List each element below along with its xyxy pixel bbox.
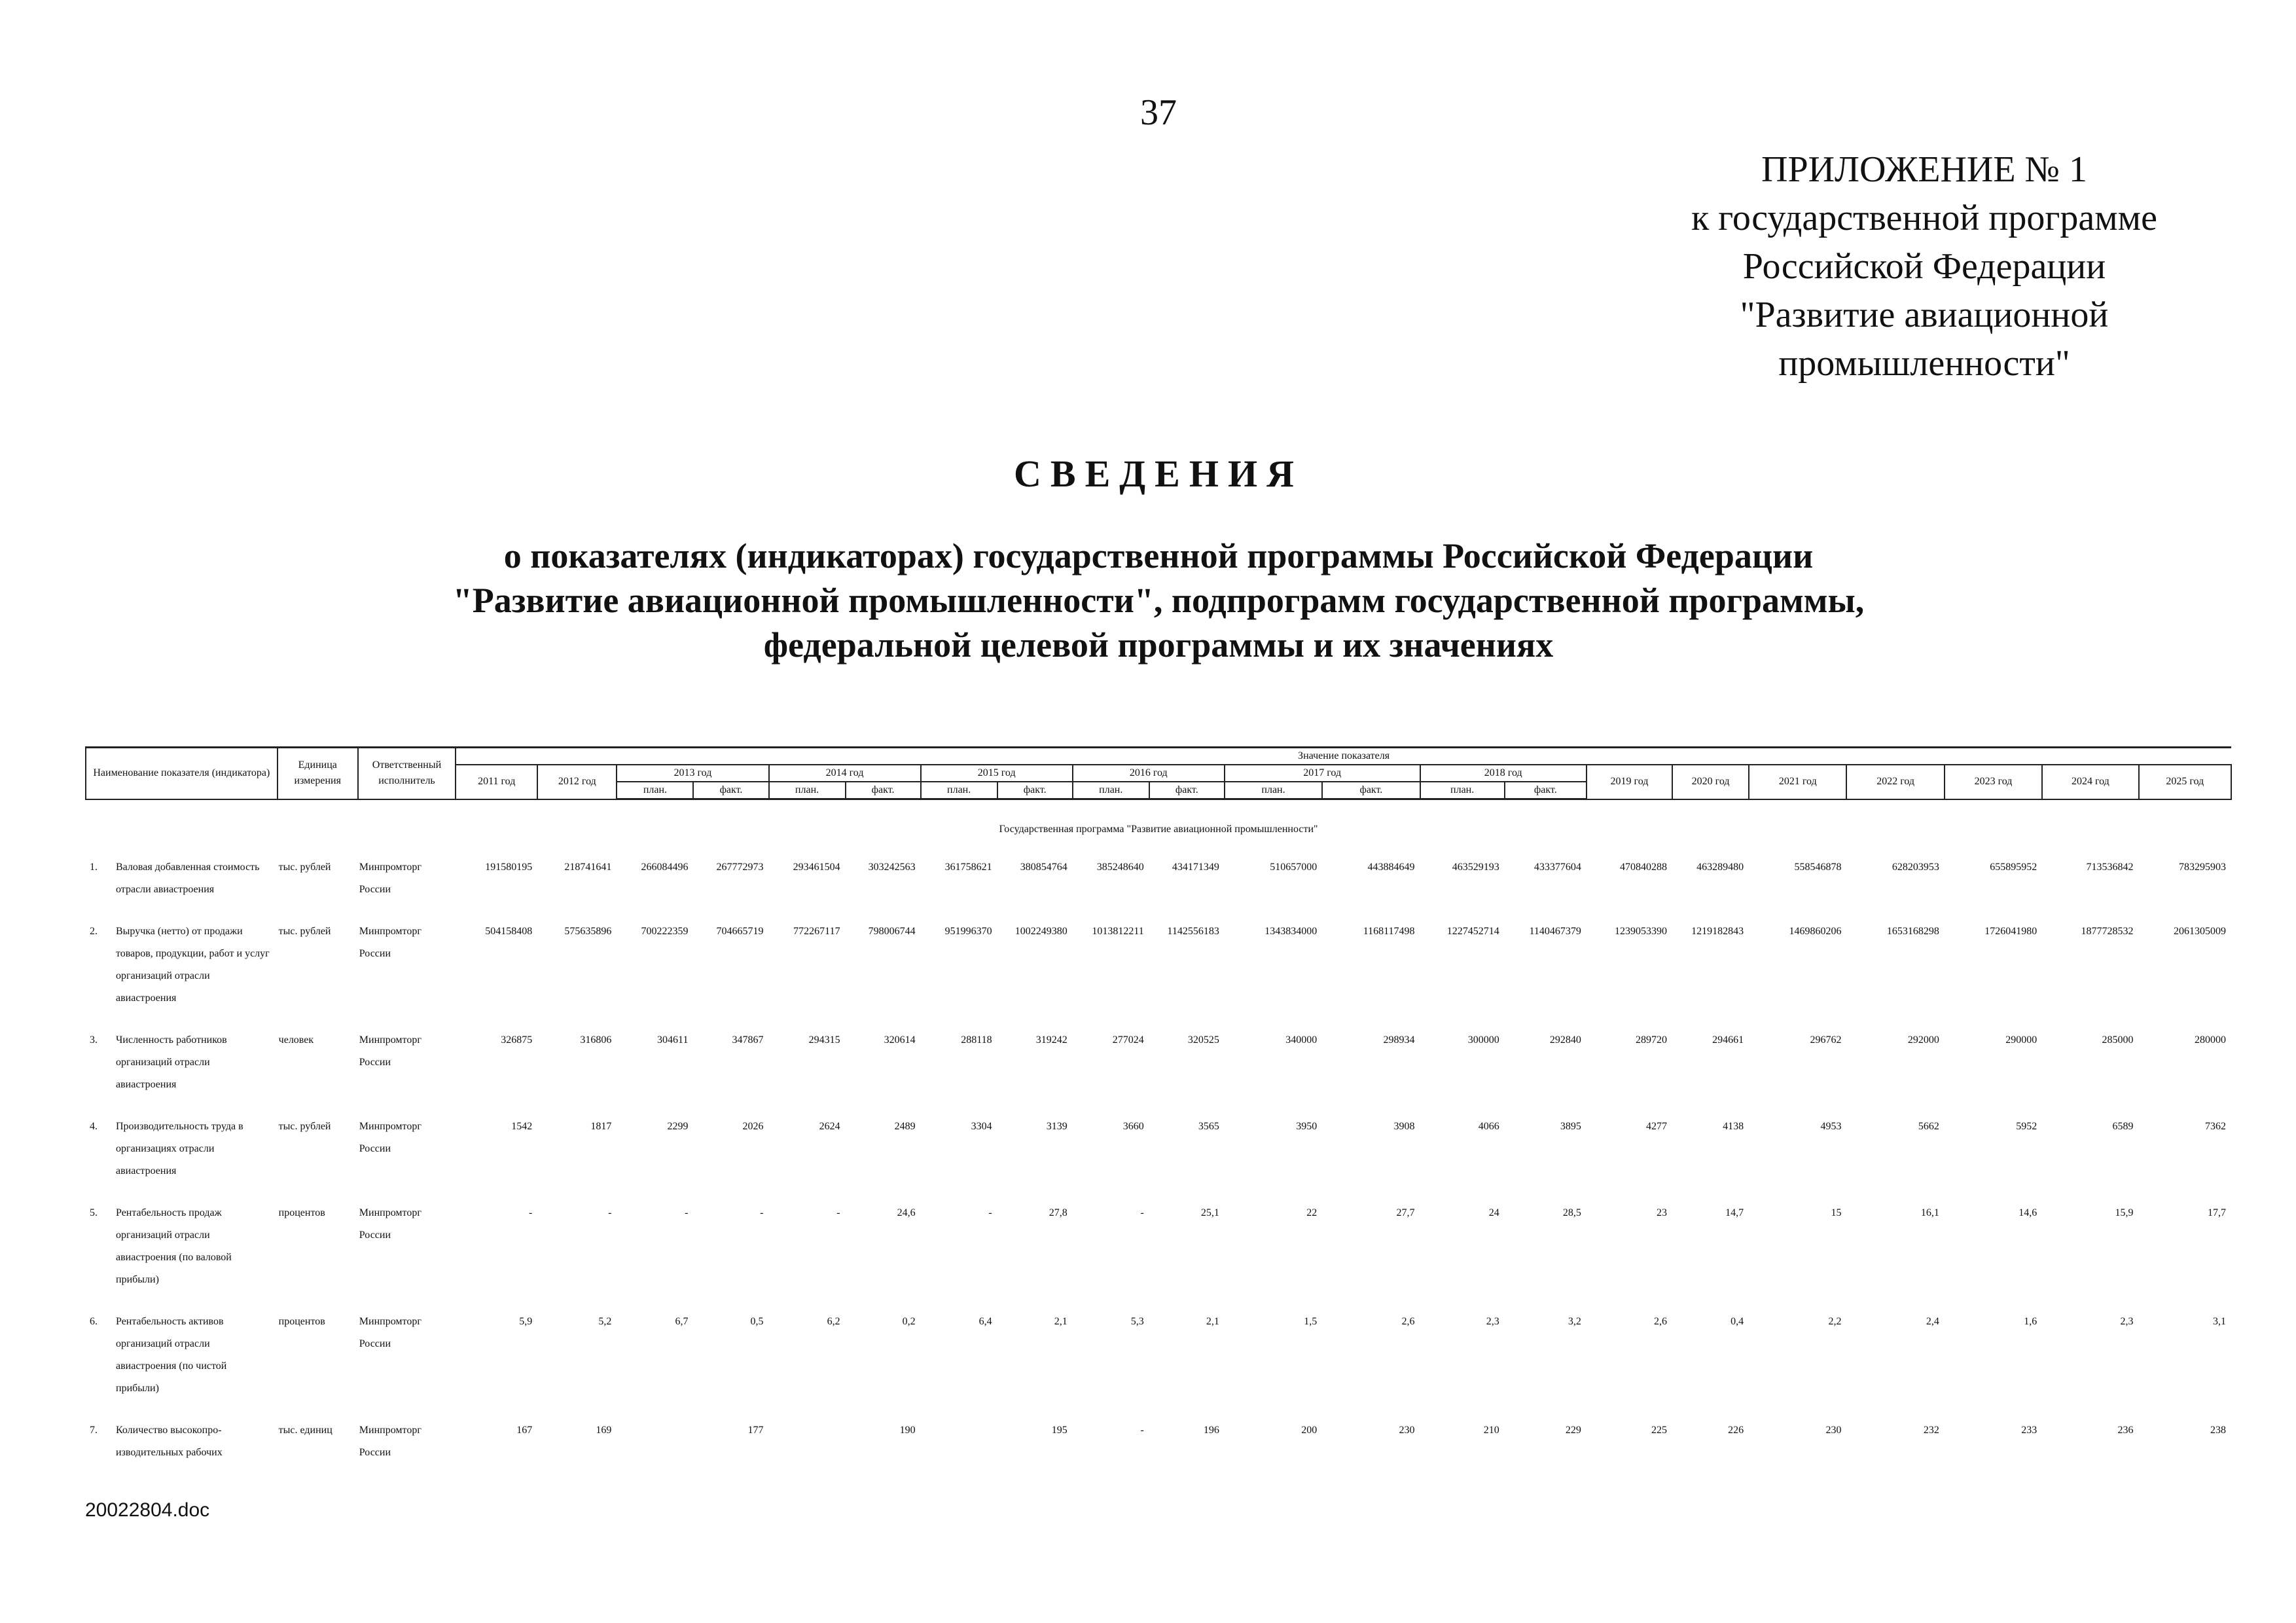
- value-cell: 1343834000: [1265, 926, 1318, 937]
- section-row: [86, 799, 2231, 849]
- value-cell: 4953: [1820, 1121, 1842, 1132]
- value-cell: 277024: [1112, 1034, 1144, 1046]
- indicator-name-cell: [86, 1021, 278, 1108]
- header-unit: Единица измерения: [278, 748, 358, 799]
- value-cell: 320525: [1187, 1034, 1219, 1046]
- value-cell: 5662: [1918, 1121, 1939, 1132]
- header-year: 2011 год: [456, 765, 537, 799]
- header-plan: план.: [1420, 782, 1505, 799]
- indicator-number: 5.: [90, 1207, 98, 1218]
- indicator-responsible: Минпромторг России: [359, 1316, 422, 1349]
- value-cell: 294315: [808, 1034, 840, 1046]
- value-cell: -: [528, 1207, 533, 1218]
- header-plan: план.: [921, 782, 997, 799]
- value-cell: [769, 1412, 846, 1476]
- table-row: [86, 1108, 2231, 1194]
- indicator-unit: тыс. рублей: [278, 1121, 331, 1132]
- value-cell: 5,9: [519, 1316, 533, 1327]
- value-cell: 319242: [1035, 1034, 1067, 1046]
- page-number: 37: [1140, 92, 1177, 133]
- indicators-table-wrapper: [85, 746, 2232, 1476]
- value-cell: 169: [596, 1425, 612, 1436]
- value-cell: 23: [1657, 1207, 1668, 1218]
- value-cell: 504158408: [485, 926, 533, 937]
- document-title: [262, 452, 2055, 667]
- value-cell: 225: [1651, 1425, 1668, 1436]
- value-cell: 655895952: [1990, 862, 2037, 873]
- table-row: [86, 1412, 2231, 1476]
- value-cell: 340000: [1285, 1034, 1318, 1046]
- header-name: Наименование показателя (индикатора): [86, 748, 278, 799]
- value-cell: 290000: [2005, 1034, 2037, 1046]
- indicator-responsible: Минпромторг России: [359, 926, 422, 959]
- value-cell: 27,7: [1396, 1207, 1415, 1218]
- value-cell: 298934: [1383, 1034, 1415, 1046]
- value-cell: 3660: [1122, 1121, 1144, 1132]
- header-year: 2013 год: [617, 765, 768, 782]
- value-cell: 191580195: [485, 862, 533, 873]
- indicator-number: 2.: [90, 926, 98, 937]
- value-cell: 230: [1825, 1425, 1842, 1436]
- header-plan: план.: [1225, 782, 1322, 799]
- value-cell: 772267117: [793, 926, 840, 937]
- indicator-number: 1.: [90, 862, 98, 873]
- value-cell: 1469860206: [1789, 926, 1842, 937]
- value-cell: 470840288: [1620, 862, 1668, 873]
- value-cell: 27,8: [1049, 1207, 1067, 1218]
- value-cell: 2,1: [1054, 1316, 1067, 1327]
- table-row: [86, 913, 2231, 1021]
- header-year: 2015 год: [921, 765, 1073, 782]
- value-cell: 1877728532: [2081, 926, 2134, 937]
- value-cell: 2,3: [1486, 1316, 1499, 1327]
- value-cell: 1140467379: [1529, 926, 1581, 937]
- value-cell: 951996370: [944, 926, 992, 937]
- value-cell: 288118: [961, 1034, 992, 1046]
- indicator-name-cell: [86, 1412, 278, 1476]
- document-filename: 20022804.doc: [85, 1499, 210, 1521]
- header-year: 2020 год: [1672, 765, 1749, 799]
- value-cell: 2,1: [1206, 1316, 1219, 1327]
- appendix-line-4: "Развитие авиационной: [1740, 295, 2109, 335]
- value-cell: 433377604: [1534, 862, 1581, 873]
- value-cell: -: [760, 1207, 764, 1218]
- value-cell: 2624: [819, 1121, 840, 1132]
- value-cell: 4138: [1723, 1121, 1744, 1132]
- value-cell: 510657000: [1270, 862, 1318, 873]
- indicator-name-cell: [86, 848, 278, 913]
- header-fact: факт.: [997, 782, 1073, 799]
- value-cell: 177: [747, 1425, 764, 1436]
- indicator-unit: процентов: [278, 1316, 325, 1327]
- value-cell: 230: [1399, 1425, 1415, 1436]
- value-cell: 232: [1923, 1425, 1939, 1436]
- value-cell: 463529193: [1452, 862, 1499, 873]
- indicator-number: 6.: [90, 1316, 98, 1327]
- value-cell: 233: [2021, 1425, 2037, 1436]
- indicator-name-cell: [86, 1108, 278, 1194]
- indicator-unit: человек: [278, 1034, 314, 1046]
- value-cell: 3908: [1393, 1121, 1415, 1132]
- value-cell: 190: [899, 1425, 916, 1436]
- title-sub-2: "Развитие авиационной промышленности", подпрограмм государственной программы,: [452, 581, 1865, 620]
- value-cell: 2061305009: [2174, 926, 2226, 937]
- value-cell: 1,5: [1304, 1316, 1318, 1327]
- indicator-number: 4.: [90, 1121, 98, 1132]
- value-cell: 1653168298: [1886, 926, 1939, 937]
- indicator-responsible: Минпромторг России: [359, 862, 422, 895]
- value-cell: 296762: [1810, 1034, 1842, 1046]
- table-header: [86, 748, 2231, 799]
- value-cell: 6,7: [675, 1316, 689, 1327]
- indicator-name-cell: [86, 1194, 278, 1303]
- value-cell: 2,2: [1828, 1316, 1842, 1327]
- value-cell: 226: [1728, 1425, 1744, 1436]
- appendix-line-1: ПРИЛОЖЕНИЕ № 1: [1761, 149, 2087, 190]
- header-year: 2016 год: [1073, 765, 1225, 782]
- value-cell: 229: [1565, 1425, 1581, 1436]
- value-cell: 3895: [1560, 1121, 1581, 1132]
- header-year: 2023 год: [1945, 765, 2042, 799]
- title-main: СВЕДЕНИЯ: [1014, 452, 1303, 495]
- value-cell: 2,6: [1654, 1316, 1668, 1327]
- value-cell: 6589: [2112, 1121, 2134, 1132]
- header-year: 2021 год: [1749, 765, 1846, 799]
- value-cell: 6,2: [827, 1316, 840, 1327]
- value-cell: 14,7: [1725, 1207, 1744, 1218]
- value-cell: 380854764: [1020, 862, 1067, 873]
- value-cell: 2,3: [2120, 1316, 2134, 1327]
- header-year: 2019 год: [1587, 765, 1672, 799]
- header-values: Значение показателя: [456, 748, 2231, 765]
- value-cell: 2489: [894, 1121, 916, 1132]
- value-cell: 798006744: [868, 926, 916, 937]
- header-fact: факт.: [846, 782, 921, 799]
- value-cell: 1002249380: [1014, 926, 1067, 937]
- indicator-number: 7.: [90, 1425, 98, 1436]
- value-cell: 316806: [580, 1034, 612, 1046]
- value-cell: -: [685, 1207, 689, 1218]
- value-cell: 1,6: [2024, 1316, 2037, 1327]
- value-cell: 22: [1306, 1207, 1318, 1218]
- value-cell: 3,2: [1568, 1316, 1581, 1327]
- table-row: [86, 1194, 2231, 1303]
- value-cell: 15: [1831, 1207, 1842, 1218]
- value-cell: 320614: [884, 1034, 916, 1046]
- value-cell: 2026: [742, 1121, 764, 1132]
- indicator-number: 3.: [90, 1034, 98, 1046]
- section-title: Государственная программа "Развитие авиационной промышленности": [999, 824, 1318, 835]
- indicator-name: Выручка (нетто) от продажи товаров, продукции, работ и услуг организаций отрасли авиастроения: [116, 926, 270, 1004]
- header-plan: план.: [769, 782, 846, 799]
- value-cell: 4066: [1478, 1121, 1499, 1132]
- value-cell: 0,2: [902, 1316, 916, 1327]
- value-cell: 14,6: [2018, 1207, 2037, 1218]
- value-cell: 443884649: [1367, 862, 1415, 873]
- value-cell: 294661: [1712, 1034, 1744, 1046]
- header-year: 2025 год: [2139, 765, 2231, 799]
- value-cell: 5952: [2016, 1121, 2037, 1132]
- value-cell: 210: [1483, 1425, 1499, 1436]
- value-cell: -: [1140, 1425, 1144, 1436]
- header-fact: факт.: [1149, 782, 1225, 799]
- header-plan: план.: [617, 782, 693, 799]
- appendix-line-3: Российской Федерации: [1742, 246, 2106, 287]
- value-cell: 558546878: [1794, 862, 1842, 873]
- value-cell: 292000: [1907, 1034, 1939, 1046]
- value-cell: 575635896: [564, 926, 612, 937]
- value-cell: 2,6: [1401, 1316, 1415, 1327]
- value-cell: 6,4: [978, 1316, 992, 1327]
- value-cell: 3139: [1046, 1121, 1067, 1132]
- header-plan: план.: [1073, 782, 1149, 799]
- indicators-table: [85, 746, 2232, 1476]
- value-cell: 236: [2117, 1425, 2134, 1436]
- value-cell: 1219182843: [1691, 926, 1744, 937]
- value-cell: 4277: [1646, 1121, 1668, 1132]
- value-cell: 293461504: [793, 862, 840, 873]
- value-cell: 326875: [501, 1034, 533, 1046]
- value-cell: 167: [516, 1425, 533, 1436]
- header-year: 2014 год: [769, 765, 921, 782]
- value-cell: 196: [1203, 1425, 1219, 1436]
- value-cell: 200: [1301, 1425, 1318, 1436]
- indicator-responsible: Минпромторг России: [359, 1425, 422, 1458]
- value-cell: 434171349: [1172, 862, 1219, 873]
- value-cell: 713536842: [2086, 862, 2134, 873]
- value-cell: -: [836, 1207, 840, 1218]
- value-cell: 3,1: [2213, 1316, 2226, 1327]
- header-year: 2022 год: [1846, 765, 1944, 799]
- value-cell: 24,6: [897, 1207, 916, 1218]
- value-cell: 267772973: [716, 862, 764, 873]
- appendix-block: [1623, 145, 2225, 388]
- table-body: [86, 799, 2231, 1476]
- value-cell: 15,9: [2115, 1207, 2134, 1218]
- value-cell: 5,3: [1130, 1316, 1144, 1327]
- value-cell: 1168117498: [1363, 926, 1415, 937]
- header-fact: факт.: [1322, 782, 1420, 799]
- value-cell: 28,5: [1562, 1207, 1581, 1218]
- value-cell: 238: [2210, 1425, 2226, 1436]
- indicator-responsible: Минпромторг России: [359, 1207, 422, 1241]
- table-row: [86, 1303, 2231, 1412]
- indicator-name: Валовая добавленная стоимость отрасли авиастроения: [116, 862, 260, 895]
- value-cell: 463289480: [1696, 862, 1744, 873]
- indicator-unit: тыс. рублей: [278, 926, 331, 937]
- indicator-name: Численность работников организаций отрасли авиастроения: [116, 1034, 227, 1090]
- header-year: 2018 год: [1420, 765, 1587, 782]
- value-cell: [617, 1412, 693, 1476]
- value-cell: 1013812211: [1092, 926, 1144, 937]
- value-cell: -: [988, 1207, 992, 1218]
- value-cell: 1239053390: [1615, 926, 1668, 937]
- value-cell: 628203953: [1892, 862, 1939, 873]
- value-cell: 280000: [2195, 1034, 2226, 1046]
- header-fact: факт.: [693, 782, 768, 799]
- header-responsible: Ответственный исполнитель: [358, 748, 456, 799]
- value-cell: 783295903: [2179, 862, 2226, 873]
- value-cell: -: [1140, 1207, 1144, 1218]
- indicator-unit: тыс. рублей: [278, 862, 331, 873]
- value-cell: 2299: [667, 1121, 689, 1132]
- appendix-line-2: к государственной программе: [1691, 198, 2157, 238]
- value-cell: 0,5: [750, 1316, 764, 1327]
- indicator-name: Рентабельность продаж организаций отрасли авиастроения (по валовой прибыли): [116, 1207, 232, 1285]
- value-cell: 300000: [1467, 1034, 1499, 1046]
- value-cell: 1227452714: [1446, 926, 1499, 937]
- header-year: 2024 год: [2042, 765, 2138, 799]
- value-cell: 1142556183: [1167, 926, 1219, 937]
- value-cell: 218741641: [564, 862, 612, 873]
- header-fact: факт.: [1505, 782, 1587, 799]
- value-cell: 347867: [732, 1034, 764, 1046]
- table-row: [86, 1021, 2231, 1108]
- value-cell: 3565: [1198, 1121, 1219, 1132]
- header-year: 2017 год: [1225, 765, 1420, 782]
- indicator-name-cell: [86, 913, 278, 1021]
- indicator-unit: процентов: [278, 1207, 325, 1218]
- value-cell: 289720: [1636, 1034, 1668, 1046]
- indicator-name: Количество высокопро-изводительных рабочих: [116, 1425, 223, 1458]
- value-cell: 3950: [1296, 1121, 1318, 1132]
- value-cell: 285000: [2102, 1034, 2134, 1046]
- value-cell: 385248640: [1096, 862, 1144, 873]
- value-cell: 1726041980: [1984, 926, 2037, 937]
- table-row: [86, 848, 2231, 913]
- appendix-line-5: промышленности": [1778, 343, 2070, 384]
- value-cell: 2,4: [1926, 1316, 1939, 1327]
- value-cell: 17,7: [2208, 1207, 2226, 1218]
- value-cell: 7362: [2205, 1121, 2226, 1132]
- value-cell: 5,2: [598, 1316, 612, 1327]
- indicator-name: Рентабельность активов организаций отрасли авиастроения (по чистой прибыли): [116, 1316, 227, 1394]
- value-cell: 195: [1051, 1425, 1067, 1436]
- indicator-unit: тыс. единиц: [278, 1425, 332, 1436]
- value-cell: 1542: [511, 1121, 533, 1132]
- value-cell: 700222359: [641, 926, 689, 937]
- value-cell: 266084496: [641, 862, 689, 873]
- value-cell: 25,1: [1200, 1207, 1219, 1218]
- title-sub-3: федеральной целевой программы и их значениях: [763, 625, 1554, 665]
- indicator-name: Производительность труда в организациях отрасли авиастроения: [116, 1121, 243, 1176]
- indicator-responsible: Минпромторг России: [359, 1121, 422, 1154]
- title-sub-1: о показателях (индикаторах) государственной программы Российской Федерации: [503, 536, 1814, 575]
- value-cell: 24: [1488, 1207, 1499, 1218]
- value-cell: [921, 1412, 997, 1476]
- value-cell: 0,4: [1731, 1316, 1744, 1327]
- value-cell: 3304: [971, 1121, 992, 1132]
- value-cell: 303242563: [868, 862, 916, 873]
- value-cell: 361758621: [944, 862, 992, 873]
- value-cell: -: [608, 1207, 612, 1218]
- value-cell: 1817: [590, 1121, 612, 1132]
- value-cell: 16,1: [1920, 1207, 1939, 1218]
- header-year: 2012 год: [537, 765, 617, 799]
- value-cell: 304611: [657, 1034, 689, 1046]
- indicator-name-cell: [86, 1303, 278, 1412]
- value-cell: 704665719: [716, 926, 764, 937]
- value-cell: 292840: [1549, 1034, 1581, 1046]
- indicator-responsible: Минпромторг России: [359, 1034, 422, 1068]
